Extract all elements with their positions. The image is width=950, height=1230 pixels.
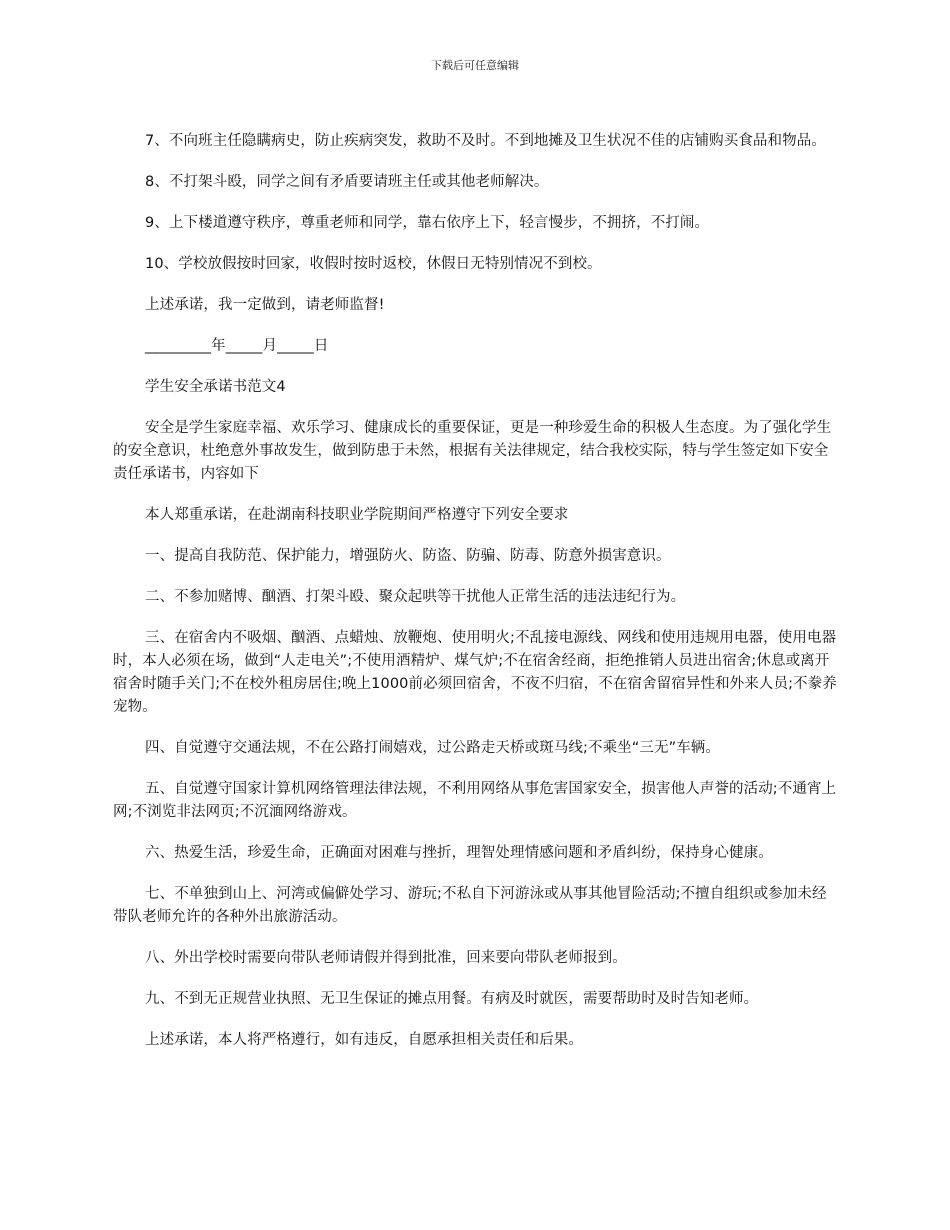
paragraph: 安全是学生家庭幸福、欢乐学习、健康成长的重要保证，更是一种珍爱生命的积极人生态度。为了强化学生的安全意识，杜绝意外事故发生，做到防患于未然，根据有关法律规定，结合我校实际，特与学生签定如下安全责任承诺书，内容如下 [113,420,832,482]
paragraph: 10、学校放假按时回家，收假时按时返校，休假日无特别情况不到校。 [145,256,602,272]
paragraph: 本人郑重承诺，在赴湖南科技职业学院期间严格遵守下列安全要求 [145,507,569,523]
paragraph: 三、在宿舍内不吸烟、酗酒、点蜡烛、放鞭炮、使用明火;不乱接电源线、网线和使用违规用电器，使用电器时，本人必须在场，做到“人走电关”;不使用酒精炉、煤气炉;不在宿舍经商，拒绝推销人员进出宿舍;休息或离开宿舍时随手关门;不在校外租房居住;晚上1000前必须回宿舍，不夜不归宿，不在宿舍留宿异性和外来人员;不豢养宠物。 [113,630,837,715]
paragraph: 一、提高自我防范、保护能力，增强防火、防盗、防骗、防毒、防意外损害意识。 [145,548,671,564]
page-header-note: 下载后可任意编辑 [431,59,519,72]
paragraph: 九、不到无正规营业执照、无卫生保证的摊点用餐。有病及时就医，需要帮助时及时告知老师。 [145,991,759,1007]
paragraph: 8、不打架斗殴，同学之间有矛盾要请班主任或其他老师解决。 [145,174,549,190]
section-title: 学生安全承诺书范文4 [145,379,286,395]
paragraph: 7、不向班主任隐瞒病史，防止疾病突发，救助不及时。不到地摊及卫生状况不佳的店铺购买食品和物品。 [145,133,826,149]
paragraph: 六、热爱生活，珍爱生命，正确面对困难与挫折，理智处理情感问题和矛盾纠纷，保持身心健康。 [145,845,773,861]
paragraph: 上述承诺，我一定做到，请老师监督! [145,297,385,313]
paragraph: 二、不参加赌博、酗酒、打架斗殴、聚众起哄等干扰他人正常生活的违法违纪行为。 [145,589,686,605]
date-line: _________年_____月_____日 [145,338,329,354]
paragraph: 四、自觉遵守交通法规，不在公路打闹嬉戏，过公路走天桥或斑马线;不乘坐“三无”车辆。 [145,740,721,756]
paragraph: 上述承诺，本人将严格遵行，如有违反，自愿承担相关责任和后果。 [145,1032,583,1048]
paragraph: 八、外出学校时需要向带队老师请假并得到批准，回来要向带队老师报到。 [145,950,627,966]
paragraph: 七、不单独到山上、河湾或偏僻处学习、游玩;不私自下河游泳或从事其他冒险活动;不擅自组织或参加未经带队老师允许的各种外出旅游活动。 [113,886,827,925]
document-body [113,130,838,1070]
paragraph: 五、自觉遵守国家计算机网络管理法律法规，不利用网络从事危害国家安全，损害他人声誉的活动;不通宵上网;不浏览非法网页;不沉湎网络游戏。 [113,781,837,820]
paragraph: 9、上下楼道遵守秩序，尊重老师和同学，靠右依序上下，轻言慢步，不拥挤，不打闹。 [145,215,710,231]
